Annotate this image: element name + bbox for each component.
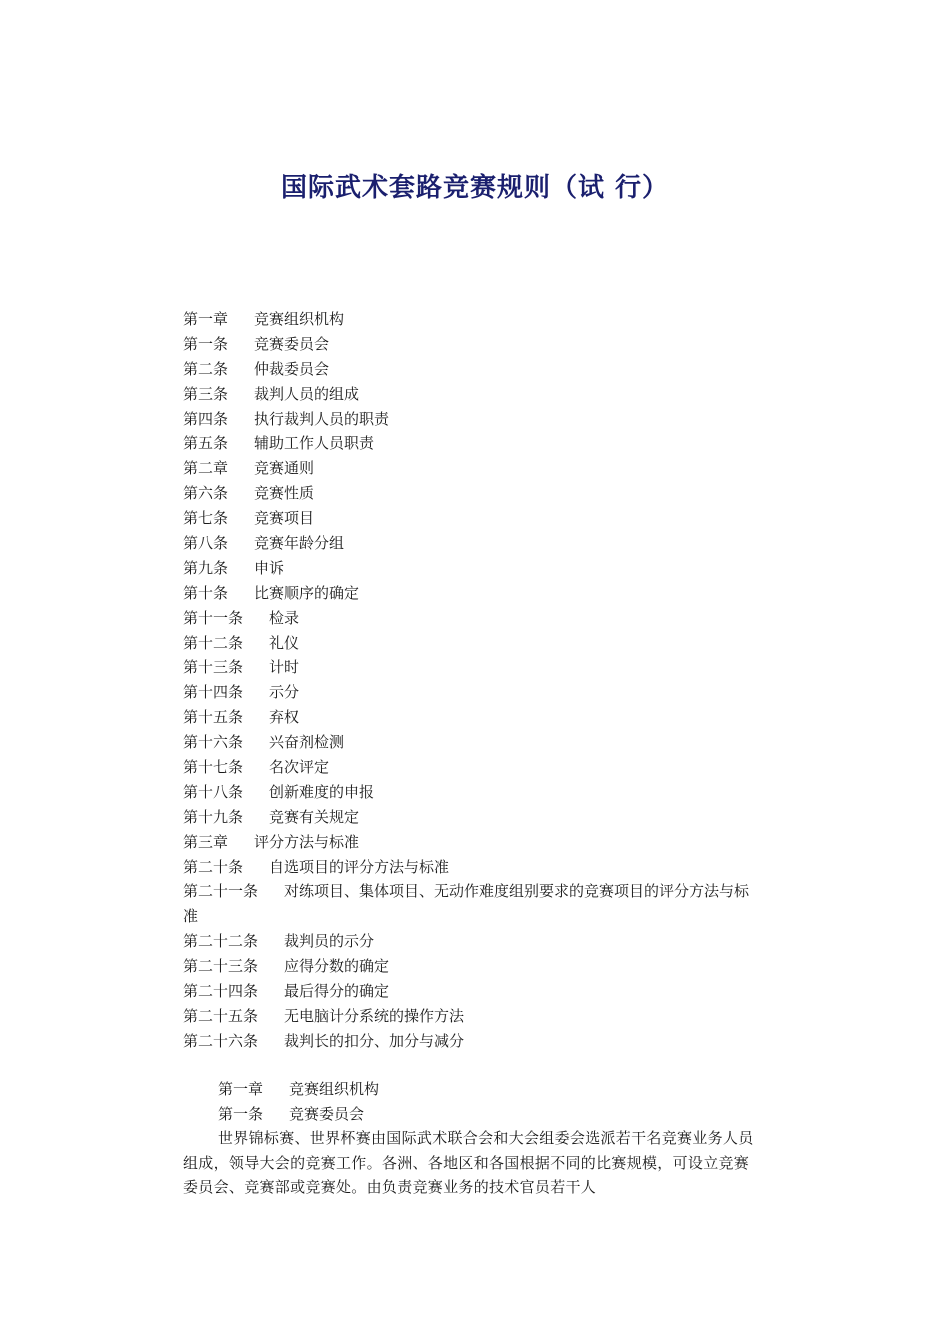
toc-entry-number: 第十七条: [183, 758, 244, 777]
body-paragraph: 世界锦标赛、世界杯赛由国际武术联合会和大会组委会选派若干名竞赛业务人员组成，领导大会的竞赛工作。各洲、各地区和各国根据不同的比赛规模，可设立竞赛委员会、竞赛部或竞赛处。由负责竞赛业务的技术官员若干人: [183, 1129, 754, 1196]
toc-entry: [183, 481, 783, 506]
toc-entry-title: 执行裁判人员的职责: [254, 409, 390, 428]
toc-entry-title: 自选项目的评分方法与标准: [269, 857, 450, 876]
toc-entry-number: 第十四条: [183, 683, 244, 702]
toc-entry-title: 创新难度的申报: [269, 782, 375, 801]
article-number: 第一条: [218, 1104, 264, 1123]
toc-entry: [183, 382, 783, 407]
toc-entry-title: 裁判员的示分: [284, 932, 375, 951]
toc-entry-title: 辅助工作人员职责: [254, 434, 375, 453]
toc-entry-number: 第二十条: [183, 857, 244, 876]
page-title: 国际武术套路竞赛规则（试 行）: [280, 173, 670, 203]
toc-entry-title: 竞赛组织机构: [254, 310, 345, 328]
toc-entry-number: 第十二条: [183, 633, 244, 652]
toc-entry-number: 第二十三条: [183, 957, 259, 976]
toc-entry-number: 第二十五条: [183, 1006, 259, 1025]
toc-entry-number: 第十五条: [183, 708, 244, 727]
toc-entry-title: 仲裁委员会: [254, 359, 330, 378]
toc-entry-title: 兴奋剂检测: [269, 733, 345, 752]
toc-entry-title: 弃权: [269, 708, 300, 727]
chapter-heading: [183, 1077, 773, 1102]
toc-entry-title: 竞赛年龄分组: [254, 534, 345, 553]
toc-entry-number: 第十八条: [183, 782, 244, 801]
toc-entry: [183, 357, 783, 382]
toc-entry: [183, 1004, 783, 1029]
toc-entry-number: 第五条: [183, 434, 229, 453]
toc-entry-title: 竞赛委员会: [254, 334, 330, 353]
toc-entry: [183, 456, 783, 481]
toc-entry-number: 第一章: [183, 310, 229, 328]
toc-entry-title: 竞赛项目: [254, 509, 315, 528]
toc-entry-title: 应得分数的确定: [284, 957, 390, 976]
toc-entry-number: 第十九条: [183, 807, 244, 826]
toc-entry-title: 竞赛性质: [254, 484, 315, 503]
toc-entry-title: 评分方法与标准: [254, 832, 360, 851]
toc-entry-number: 第二十六条: [183, 1031, 259, 1050]
toc-entry-number: 第十六条: [183, 733, 244, 752]
toc-entry: [183, 556, 783, 581]
toc-entry-number: 第六条: [183, 484, 229, 503]
toc-entry: [183, 730, 783, 755]
toc-entry-title: 计时: [269, 658, 300, 677]
toc-entry: [183, 407, 783, 432]
toc-entry-number: 第三条: [183, 384, 229, 403]
toc-entry-title: 对练项目、集体项目、无动作难度组别要求的竞赛项目的评分方法与标准: [183, 882, 750, 926]
toc-entry-number: 第二条: [183, 359, 229, 378]
toc-entry-number: 第八条: [183, 534, 229, 553]
toc-entry: [183, 655, 783, 680]
toc-entry: [183, 307, 783, 332]
toc-entry: [183, 929, 783, 954]
toc-entry-title: 无电脑计分系统的操作方法: [284, 1006, 465, 1025]
toc-entry-number: 第十三条: [183, 658, 244, 677]
toc-entry: [183, 332, 783, 357]
toc-entry: [183, 780, 783, 805]
toc-entry: [183, 431, 783, 456]
toc-entry: [183, 855, 783, 880]
article-title: 竞赛委员会: [289, 1104, 365, 1123]
toc-entry-title: 礼仪: [269, 633, 300, 652]
toc-entry: [183, 606, 783, 631]
toc-entry: [183, 954, 783, 979]
toc-entry-number: 第二十四条: [183, 982, 259, 1001]
toc-entry-title: 比赛顺序的确定: [254, 583, 360, 602]
toc-entry: [183, 506, 783, 531]
chapter-number: 第一章: [218, 1080, 264, 1098]
toc-entry-title: 示分: [269, 683, 300, 702]
toc-entry-title: 名次评定: [269, 758, 330, 777]
toc-entry-number: 第七条: [183, 509, 229, 528]
toc-entry: [183, 830, 783, 855]
body-section: [183, 1077, 773, 1200]
toc-entry-number: 第十一条: [183, 608, 244, 627]
toc-entry: [183, 805, 783, 830]
chapter-title: 竞赛组织机构: [289, 1080, 380, 1098]
toc-entry-number: 第二章: [183, 459, 229, 478]
toc-entry: [183, 1029, 783, 1054]
toc-entry: [183, 531, 783, 556]
toc-entry-number: 第四条: [183, 409, 229, 428]
toc-entry-number: 第十条: [183, 583, 229, 602]
toc-entry-title: 竞赛通则: [254, 459, 315, 478]
toc-entry: [183, 755, 783, 780]
toc-entry-number: 第二十二条: [183, 932, 259, 951]
toc-entry: [183, 680, 783, 705]
toc-entry-number: 第一条: [183, 334, 229, 353]
toc-entry: [183, 979, 783, 1004]
toc-entry-title: 竞赛有关规定: [269, 807, 360, 826]
toc-entry-number: 第九条: [183, 558, 229, 577]
article-heading: [183, 1102, 773, 1127]
toc-entry-title: 裁判长的扣分、加分与减分: [284, 1031, 465, 1050]
toc-entry: [183, 581, 783, 606]
toc-entry: [183, 705, 783, 730]
toc-entry: [183, 631, 783, 656]
table-of-contents: [183, 307, 783, 1054]
toc-entry-title: 检录: [269, 608, 300, 627]
toc-entry-title: 最后得分的确定: [284, 982, 390, 1001]
toc-entry: [183, 879, 763, 929]
toc-entry-title: 裁判人员的组成: [254, 384, 360, 403]
toc-entry-number: 第三章: [183, 832, 229, 851]
toc-entry-number: 第二十一条: [183, 882, 259, 901]
toc-entry-title: 申诉: [254, 558, 285, 577]
